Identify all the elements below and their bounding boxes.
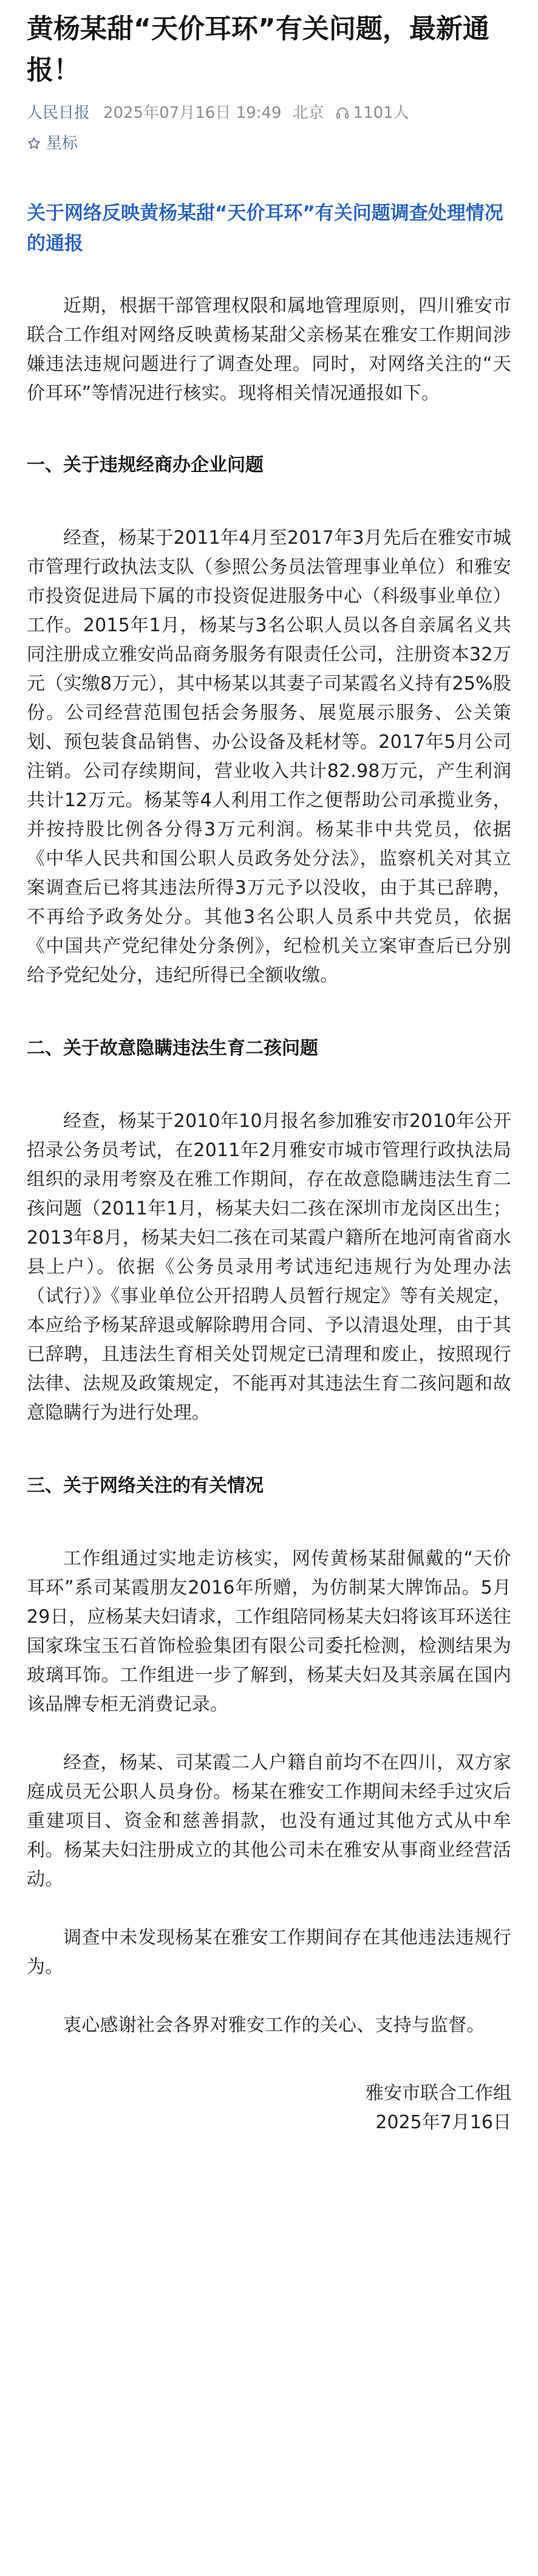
signature-date: 2025年7月16日 bbox=[375, 2112, 511, 2133]
section-2-heading: 二、关于故意隐瞒违法生育二孩问题 bbox=[27, 1038, 318, 1059]
star-icon bbox=[27, 136, 41, 151]
publish-datetime: 2025年07月16日 19:49 bbox=[103, 104, 282, 122]
section-1-heading: 一、关于违规经商办企业问题 bbox=[27, 454, 264, 476]
view-count-text: 1101人 bbox=[353, 104, 409, 122]
section-2-paragraph: 经查，杨某于2010年10月报名参加雅安市2010年公开招录公务员考试，在2011年2月雅安市城市管理行政执法局组织的录用考察及在雅工作期间，存在故意隐瞒违法生育二孩问题（2011年1月，杨某夫妇二孩在深圳市龙岗区出生；2013年8月，杨某夫妇二孩在司某霞户籍所在地河南省商水县上户）。依据《公务员录用考试违纪违规行为处理办法（试行）》《事业单位公开招聘人员暂行规定》等有关规定，本应给予杨某辞退或解除聘用合同、予以清退处理，由于其已辞聘，且违法生育相关处罚规定已清理和废止，按照现行法律、法规及政策规定，不能再对其违法生育二孩问题和故意隐瞒行为进行处理。 bbox=[27, 1111, 511, 1423]
thanks-paragraph: 衷心感谢社会各界对雅安工作的关心、支持与监督。 bbox=[63, 2015, 485, 2036]
star-label[interactable]: 星标 bbox=[46, 134, 78, 152]
section-1-paragraph: 经查，杨某于2011年4月至2017年3月先后在雅安市城市管理行政执法支队（参照公务员法管理事业单位）和雅安市投资促进局下属的市投资促进服务中心（科级事业单位）工作。2015年1月，杨某与3名公职人员以各自亲属名义共同注册成立雅安尚品商务服务有限责任公司，注册资本32万元（实缴8万元），其中杨某以其妻子司某霞名义持有25%股份。公司经营范围包括会务服务、展览展示服务、公关策划、预包装食品销售、办公设备及耗材等。2017年5月公司注销。公司存续期间，营业收入共计82.98万元，产生利润共计12万元。杨某等4人利用工作之便帮助公司承揽业务，并按持股比例各分得3万元利润。杨某非中共党员，依据《中华人民共和国公职人员政务处分法》，监察机关对其立案调查后已将其违法所得3万元予以没收，由于其已辞聘，不再给予政务处分。其他3名公职人员系中共党员，依据《中国共产党纪律处分条例》，纪检机关立案审查后已分别给予党纪处分，违纪所得已全额收缴。 bbox=[27, 527, 511, 986]
article-title: 黄杨某甜“天价耳环”有关问题，最新通报！ bbox=[27, 13, 489, 86]
publish-location: 北京 bbox=[292, 104, 324, 122]
notice-title: 关于网络反映黄杨某甜“天价耳环”有关问题调查处理情况的通报 bbox=[27, 202, 503, 255]
notice-intro: 近期，根据干部管理权限和属地管理原则，四川雅安市联合工作组对网络反映黄杨某甜父亲杨某在雅安工作期间涉嫌违法违规问题进行了调查处理。同时，对网络关注的“天价耳环”等情况进行核实。现将相关情况通报如下。 bbox=[27, 295, 511, 404]
section-3-heading: 三、关于网络关注的有关情况 bbox=[27, 1475, 264, 1496]
view-count bbox=[335, 102, 420, 124]
signature: 雅安市联合工作组 bbox=[366, 2083, 511, 2104]
headphones-icon bbox=[335, 106, 350, 120]
section-3-paragraph-1: 工作组通过实地走访核实，网传黄杨某甜佩戴的“天价耳环”系司某霞朋友2016年所赠，为仿制某大牌饰品。5月29日，应杨某夫妇请求，工作组陪同杨某夫妇将该耳环送往国家珠宝玉石首饰检验集团有限公司委托检测，检测结果为玻璃耳饰。工作组进一步了解到，杨某夫妇及其亲属在国内该品牌专柜无消费记录。 bbox=[27, 1548, 511, 1715]
article-meta bbox=[27, 102, 511, 124]
star-button[interactable] bbox=[27, 132, 511, 154]
source-link[interactable]: 人民日报 bbox=[27, 104, 90, 122]
conclusion-paragraph: 调查中未发现杨某在雅安工作期间存在其他违法违规行为。 bbox=[27, 1927, 511, 1978]
section-3-paragraph-2: 经查，杨某、司某霞二人户籍自前均不在四川，双方家庭成员无公职人员身份。杨某在雅安工作期间未经手过灾后重建项目、资金和慈善捐款，也没有通过其他方式从中牟利。杨某夫妇注册成立的其他公司未在雅安从事商业经营活动。 bbox=[27, 1752, 511, 1890]
